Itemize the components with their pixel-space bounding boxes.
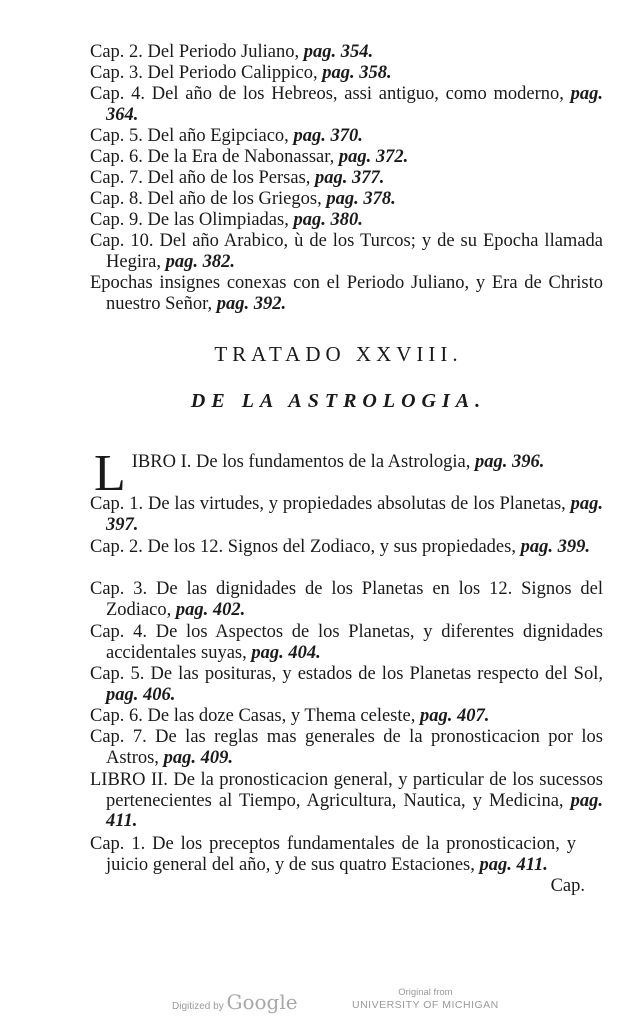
entry-page: pag. 354.: [303, 42, 374, 62]
tratado-subheading: DE LA ASTROLOGIA.: [190, 390, 487, 412]
entry-page: pag. 380.: [293, 210, 363, 230]
entry-page: pag. 396.: [475, 452, 545, 472]
entry-text: Epochas insignes conexas con el Periodo Juliano, y Era de Christo nuestro Señor,: [90, 273, 603, 314]
original-from-label: Original from: [398, 987, 453, 998]
toc-entry: [90, 84, 603, 125]
toc-entry: [90, 579, 603, 620]
toc-entry: [90, 727, 603, 768]
entry-text: Cap. 4. Del año de los Hebreos, assi antiguo, como moderno,: [90, 84, 564, 104]
tratado-heading: TRATADO XXVIII.: [214, 342, 463, 366]
university-label: UNIVERSITY OF MICHIGAN: [352, 999, 499, 1011]
drop-cap-initial: L: [94, 445, 126, 502]
entry-page: pag. 402.: [175, 599, 246, 620]
toc-entry: [90, 63, 603, 84]
entry-text: Cap. 1. De las virtudes, y propiedades absolutas de los Planetas,: [90, 494, 566, 514]
catchword: Cap.: [550, 876, 585, 896]
entry-page: pag. 378.: [326, 189, 396, 209]
entry-text: Cap. 8. Del año de los Griegos,: [90, 189, 322, 209]
entry-page: pag. 407.: [419, 706, 490, 726]
toc-entry: [90, 622, 603, 663]
libro-entry: [90, 445, 607, 502]
entry-page: pag. 372.: [338, 147, 409, 167]
entry-text: Cap. 4. De los Aspectos de los Planetas, y diferentes dignidades accidentales suyas,: [90, 622, 603, 663]
entry-text: Cap. 2. Del Periodo Juliano,: [90, 42, 300, 62]
entry-text: Cap. 10. Del año Arabico, ù de los Turcos; y de su Epocha llamada Hegira,: [90, 231, 603, 272]
toc-entry: [90, 168, 603, 189]
entry-page: pag. 404.: [251, 642, 321, 663]
toc-entry: [90, 834, 576, 875]
entry-text: Cap. 3. Del Periodo Calippico,: [90, 63, 318, 83]
toc-entry: [90, 42, 603, 63]
entry-page: pag. 377.: [315, 168, 385, 188]
entry-text: Cap. 5. De las posituras, y estados de los Planetas respecto del Sol,: [90, 664, 603, 684]
entry-page: pag. 364.: [106, 84, 603, 125]
entry-text: Cap. 9. De las Olimpiadas,: [90, 210, 289, 230]
toc-entry: [90, 706, 603, 727]
google-logo: Google: [226, 990, 298, 1014]
entry-page: pag. 406.: [106, 684, 176, 705]
entry-text: IBRO I. De los fundamentos de la Astrologia,: [131, 452, 471, 472]
toc-entry: [90, 770, 603, 832]
entry-page: pag. 370.: [293, 126, 363, 146]
entry-text: Cap. 2. De los 12. Signos del Zodiaco, y sus propiedades,: [90, 537, 516, 557]
entry-page: pag. 411.: [106, 790, 604, 831]
entry-text: Cap. 3. De las dignidades de los Planetas en los 12. Signos del Zodiaco,: [90, 579, 603, 620]
entry-text: Cap. 6. De la Era de Nabonassar,: [90, 147, 335, 167]
entry-text: Cap. 7. Del año de los Persas,: [90, 168, 311, 188]
entry-page: pag. 392.: [216, 293, 287, 314]
toc-entry: [90, 231, 603, 272]
digitized-by-label: Digitized by: [172, 1001, 224, 1012]
entry-page: pag. 409.: [163, 747, 233, 768]
toc-entry: [90, 494, 603, 535]
entry-page: pag. 382.: [165, 251, 235, 272]
toc-entry: [90, 210, 603, 231]
toc-entry: [90, 537, 603, 558]
toc-entry: [90, 147, 603, 168]
original-from-credit: [352, 987, 499, 1011]
toc-entry: [90, 664, 603, 705]
entry-text: Cap. 6. De las doze Casas, y Thema celeste,: [90, 706, 416, 726]
entry-page: pag. 397.: [106, 494, 604, 535]
digitized-by-credit: [172, 990, 298, 1014]
entry-text: LIBRO II. De la pronosticacion general, y particular de los sucessos pertenecientes al Tiempo, Agricultura, Nautica, y Medicina,: [90, 770, 603, 811]
toc-entry: [90, 126, 603, 147]
entry-page: pag. 411.: [479, 854, 548, 875]
entry-text: Cap. 1. De los preceptos fundamentales de la pronosticacion, y juicio general del año, y de sus quatro Estaciones,: [90, 834, 576, 875]
entry-text: Cap. 5. Del año Egipciaco,: [90, 126, 289, 146]
entry-page: pag. 358.: [322, 63, 392, 83]
toc-entry: [90, 273, 603, 314]
entry-page: pag. 399.: [520, 537, 590, 557]
toc-entry: [90, 189, 603, 210]
entry-text: Cap. 7. De las reglas mas generales de la pronosticacion por los Astros,: [90, 727, 603, 768]
